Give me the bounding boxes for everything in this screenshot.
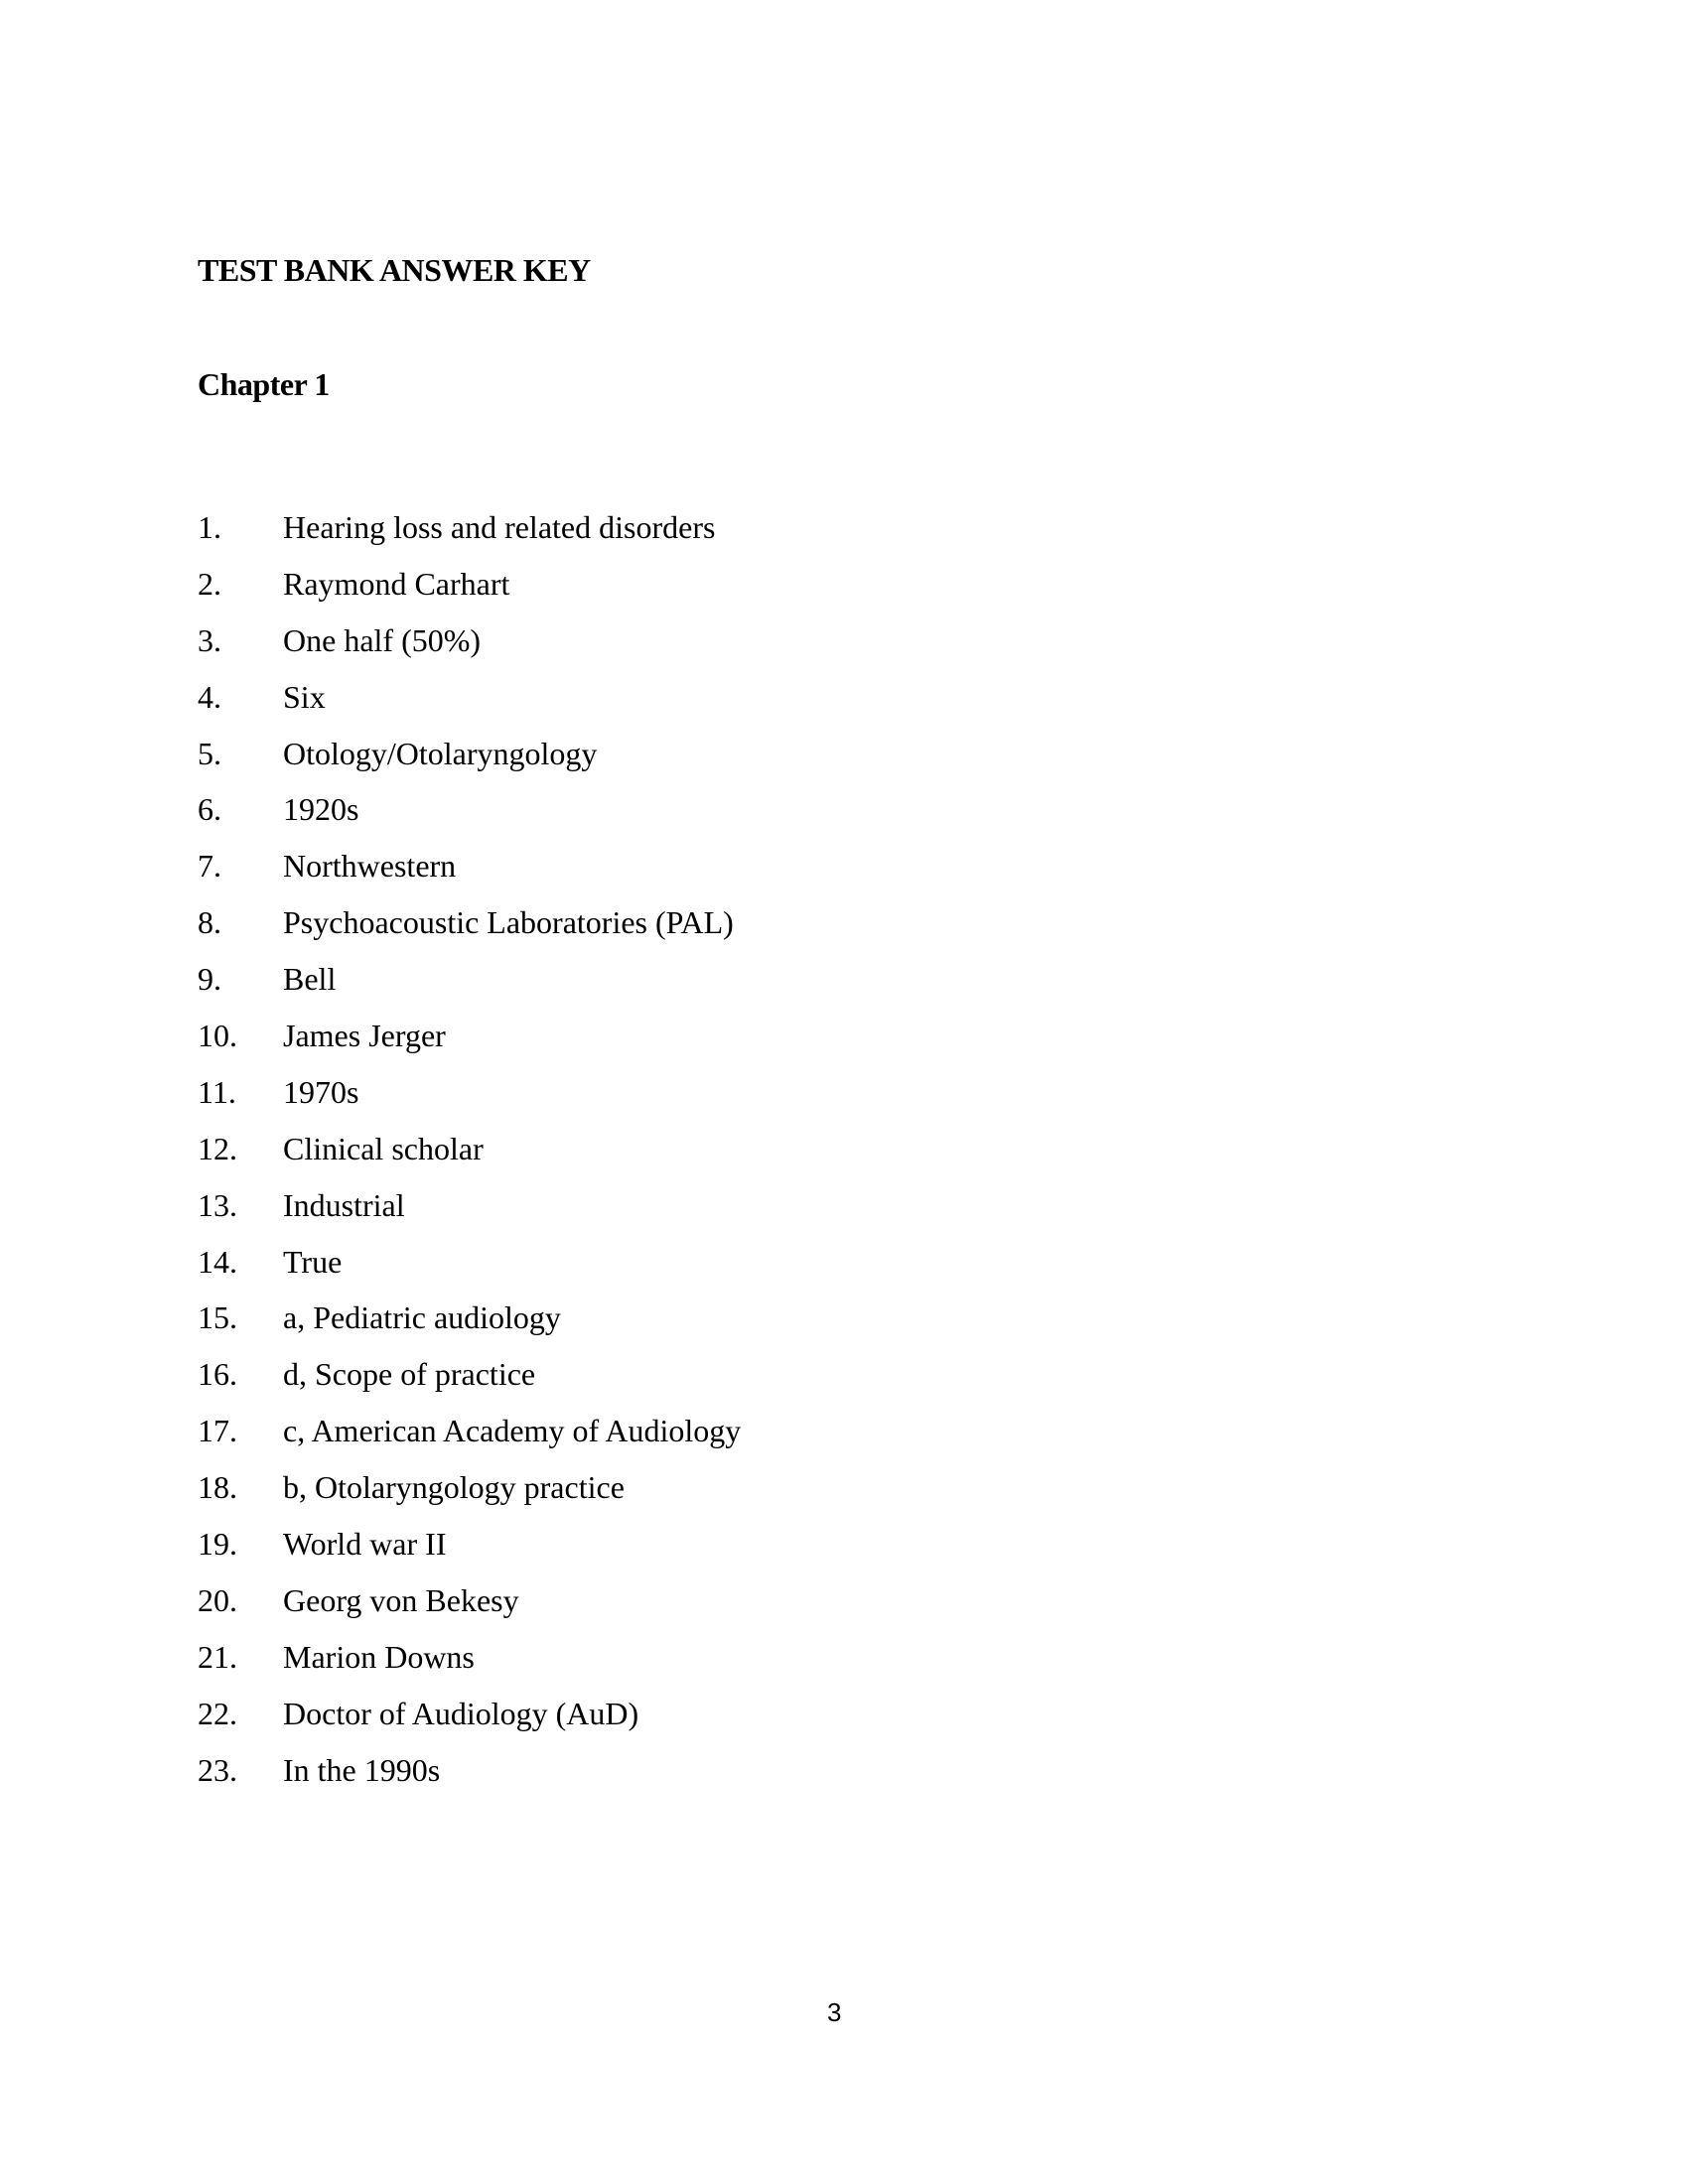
chapter-heading: Chapter 1: [198, 366, 330, 402]
answer-number: 21.: [198, 1638, 237, 1675]
answer-text: Georg von Bekesy: [283, 1581, 519, 1618]
answer-number: 15.: [198, 1299, 237, 1336]
answer-text: 1920s: [283, 791, 359, 828]
answer-text: Bell: [283, 961, 337, 998]
answer-number: 19.: [198, 1526, 237, 1563]
answer-text: Industrial: [283, 1186, 405, 1223]
answer-text: Doctor of Audiology (AuD): [283, 1695, 639, 1731]
answer-number: 4.: [198, 678, 221, 715]
answer-number: 17.: [198, 1413, 237, 1449]
answer-text: b, Otolaryngology practice: [283, 1469, 625, 1506]
answer-number: 5.: [198, 735, 221, 771]
answer-text: World war II: [283, 1526, 447, 1563]
answer-text: Clinical scholar: [283, 1130, 484, 1166]
answer-text: In the 1990s: [283, 1751, 441, 1788]
answer-text: Raymond Carhart: [283, 565, 510, 602]
answer-number: 13.: [198, 1186, 237, 1223]
answer-number: 23.: [198, 1751, 237, 1788]
answer-text: One half (50%): [283, 621, 482, 658]
answer-number: 20.: [198, 1581, 237, 1618]
answer-number: 7.: [198, 848, 221, 885]
page-number: 3: [827, 1997, 842, 2027]
answer-number: 10.: [198, 1018, 237, 1054]
answer-number: 11.: [198, 1073, 236, 1110]
answer-text: True: [283, 1243, 343, 1280]
answer-text: a, Pediatric audiology: [283, 1299, 561, 1336]
answer-text: Northwestern: [283, 848, 457, 885]
answer-number: 3.: [198, 621, 221, 658]
answer-number: 2.: [198, 565, 221, 602]
answer-number: 22.: [198, 1695, 237, 1731]
answer-number: 14.: [198, 1243, 237, 1280]
answer-number: 1.: [198, 509, 221, 545]
answer-text: Marion Downs: [283, 1638, 475, 1675]
answer-text: Six: [283, 678, 326, 715]
answer-number: 9.: [198, 961, 221, 998]
answer-text: Otology/Otolaryngology: [283, 735, 598, 771]
page-title: TEST BANK ANSWER KEY: [198, 252, 591, 288]
answer-text: James Jerger: [283, 1018, 446, 1054]
answer-text: Hearing loss and related disorders: [283, 509, 716, 545]
answer-text: Psychoacoustic Laboratories (PAL): [283, 904, 734, 941]
answer-text: 1970s: [283, 1073, 359, 1110]
answer-number: 8.: [198, 904, 221, 941]
answer-number: 6.: [198, 791, 221, 828]
answer-number: 16.: [198, 1356, 237, 1393]
answer-text: c, American Academy of Audiology: [283, 1413, 742, 1449]
answer-number: 18.: [198, 1469, 237, 1506]
answer-number: 12.: [198, 1130, 237, 1166]
answer-text: d, Scope of practice: [283, 1356, 536, 1393]
